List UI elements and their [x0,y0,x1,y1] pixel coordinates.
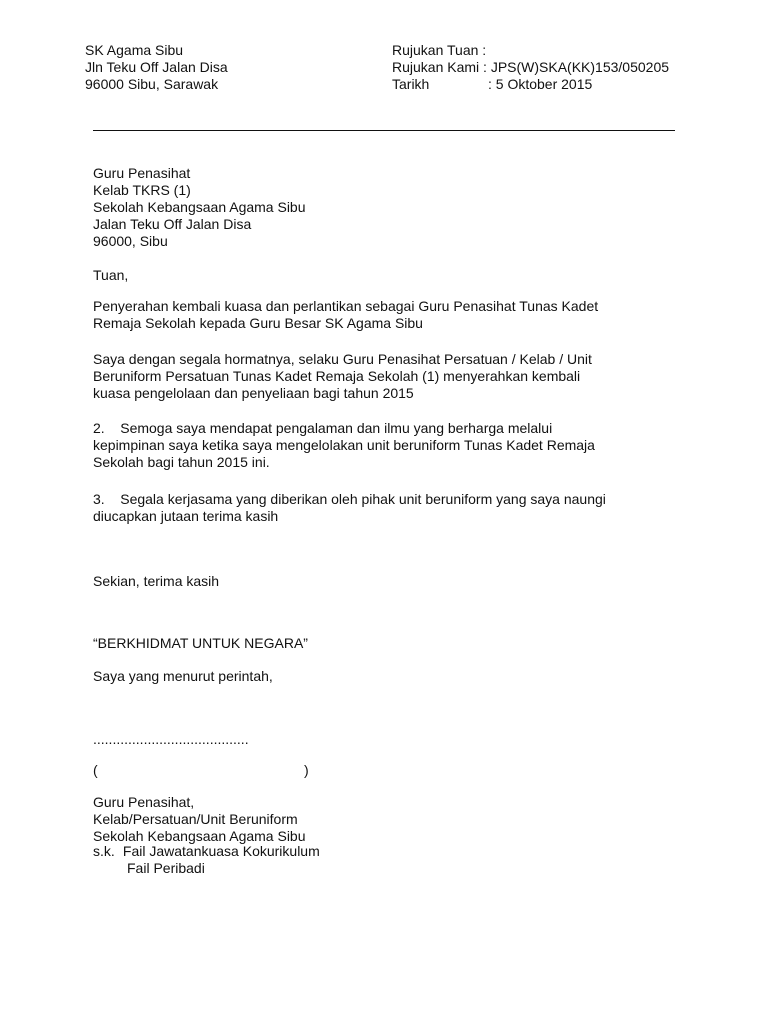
signatory-block [93,794,306,845]
paragraph-2 [93,420,693,471]
paragraph-line: 3. Segala kerjasama yang diberikan oleh pihak unit beruniform yang saya naungi [93,491,606,507]
cc-item: Fail Jawatankuasa Kokurikulum [122,843,320,859]
recipient-address [93,165,306,250]
subject-line: Penyerahan kembali kuasa dan perlantikan sebagai Guru Penasihat Tunas Kadet [93,298,599,314]
paragraph-line: kepimpinan saya ketika saya mengelolakan unit beruniform Tunas Kadet Remaja [93,437,595,453]
signatory-line: Kelab/Persatuan/Unit Beruniform [93,811,298,827]
paragraph-line: kuasa pengelolaan dan penyeliaan bagi tahun 2015 [93,385,414,401]
recipient-line: Sekolah Kebangsaan Agama Sibu [93,199,306,215]
cc-label: s.k. [93,843,115,859]
paragraph-3 [93,491,693,525]
motto: “BERKHIDMAT UNTUK NEGARA” [93,635,308,651]
name-paren-open: ( [93,762,98,778]
sender-line: Jln Teku Off Jalan Disa [85,59,228,75]
ref-tuan-label: Rujukan Tuan : [392,42,487,58]
recipient-line: 96000, Sibu [93,233,168,249]
ref-kami-label: Rujukan Kami : [392,59,487,75]
ref-kami [392,59,669,76]
signatory-line: Guru Penasihat, [93,794,195,810]
salutation: Tuan, [93,267,129,283]
cc-item: Fail Peribadi [127,860,205,876]
sender-line: SK Agama Sibu [85,42,184,58]
yours-faithfully: Saya yang menurut perintah, [93,668,273,684]
subject-line: Remaja Sekolah kepada Guru Besar SK Agama Sibu [93,315,423,331]
paragraph-line: Sekolah bagi tahun 2015 ini. [93,454,270,470]
paragraph-line: Beruniform Persatuan Tunas Kadet Remaja Sekolah (1) menyerahkan kembali [93,368,581,384]
closing-line: Sekian, terima kasih [93,573,220,589]
sender-line: 96000 Sibu, Sarawak [85,76,219,92]
header-divider [93,130,675,131]
paragraph-line: 2. Semoga saya mendapat pengalaman dan ilmu yang berharga melalui [93,420,553,436]
ref-kami-value: JPS(W)SKA(KK)153/050205 [490,59,670,75]
recipient-line: Kelab TKRS (1) [93,182,191,198]
paragraph-line: diucapkan jutaan terima kasih [93,508,279,524]
ref-date-label: Tarikh [392,76,430,92]
paragraph-1 [93,351,693,402]
signature-line: ........................................ [93,731,249,747]
recipient-line: Jalan Teku Off Jalan Disa [93,216,252,232]
name-paren-close: ) [304,762,309,778]
reference-block [392,42,669,93]
cc-line [93,843,320,860]
recipient-line: Guru Penasihat [93,165,191,181]
sender-address [85,42,228,93]
ref-date [392,76,669,93]
ref-date-value: : 5 Oktober 2015 [488,76,593,92]
paragraph-line: Saya dengan segala hormatnya, selaku Guru Penasihat Persatuan / Kelab / Unit [93,351,592,367]
subject-heading [93,298,693,332]
signatory-line: Sekolah Kebangsaan Agama Sibu [93,828,306,844]
